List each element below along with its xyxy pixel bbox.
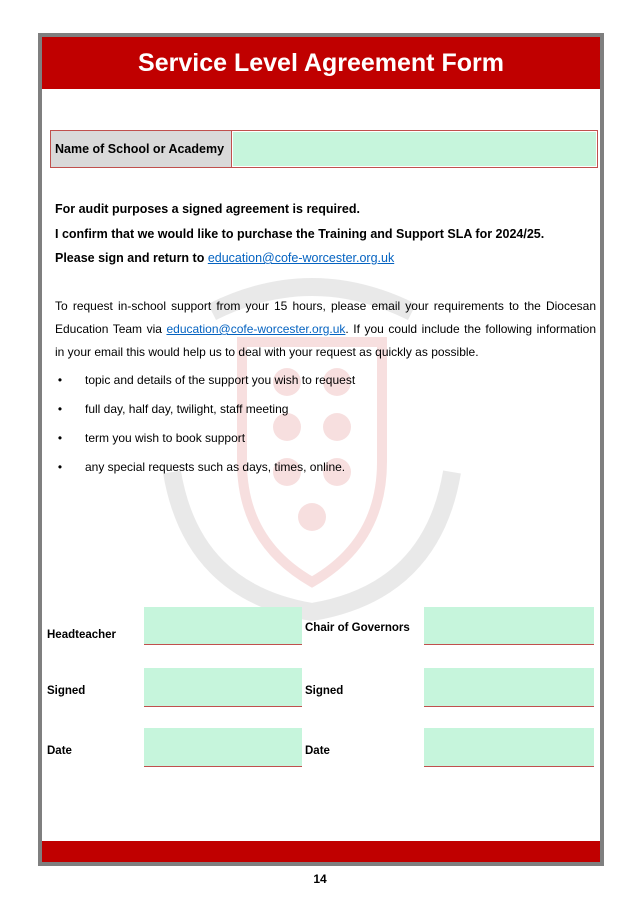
page-content [42,37,600,862]
audit-requirement-text: For audit purposes a signed agreement is required. [55,202,360,216]
chair-signature-field[interactable] [424,668,594,707]
chair-signed-label: Signed [305,685,344,697]
headteacher-signature-field[interactable] [144,668,302,707]
chair-date-label: Date [305,745,330,757]
headteacher-date-field[interactable] [144,728,302,767]
chair-of-governors-label: Chair of Governors [305,622,410,634]
chair-date-field[interactable] [424,728,594,767]
request-email-link[interactable]: education@cofe-worcester.org.uk [166,322,346,336]
request-text-before: To request in-school support from your 15 hours, please email your requirements to the Diocesan Education Team via [55,299,596,336]
return-instruction [55,251,394,265]
chair-of-governors-field[interactable] [424,607,594,645]
school-name-field[interactable] [233,132,596,166]
request-support-paragraph [55,295,596,364]
page-title: Service Level Agreement Form [42,37,600,89]
headteacher-field[interactable] [144,607,302,645]
purchase-confirmation-text: I confirm that we would like to purchase the Training and Support SLA for 2024/25. [55,227,545,241]
headteacher-label: Headteacher [47,629,117,641]
list-item-text: any special requests such as days, times, online. [85,460,346,474]
school-name-table [50,130,598,168]
return-instruction-text: Please sign and return to [55,251,208,265]
list-item-text: topic and details of the support you wish to request [85,373,356,387]
page-number: 14 [313,872,327,886]
page-frame [38,33,604,866]
bullet-icon: • [57,460,63,474]
school-name-label: Name of School or Academy [51,131,232,167]
footer-bar [42,841,600,862]
list-item-text: term you wish to book support [85,431,246,445]
bullet-icon: • [57,402,63,416]
headteacher-date-label: Date [47,745,72,757]
list-item-text: full day, half day, twilight, staff meeting [85,402,289,416]
return-email-link[interactable]: education@cofe-worcester.org.uk [207,251,395,265]
headteacher-signed-label: Signed [47,685,86,697]
bullet-icon: • [57,373,63,387]
request-text-after: . If you could include the following information in your email this would help us to deal with your request as quickly as possible. [55,322,597,359]
bullet-icon: • [57,431,63,445]
